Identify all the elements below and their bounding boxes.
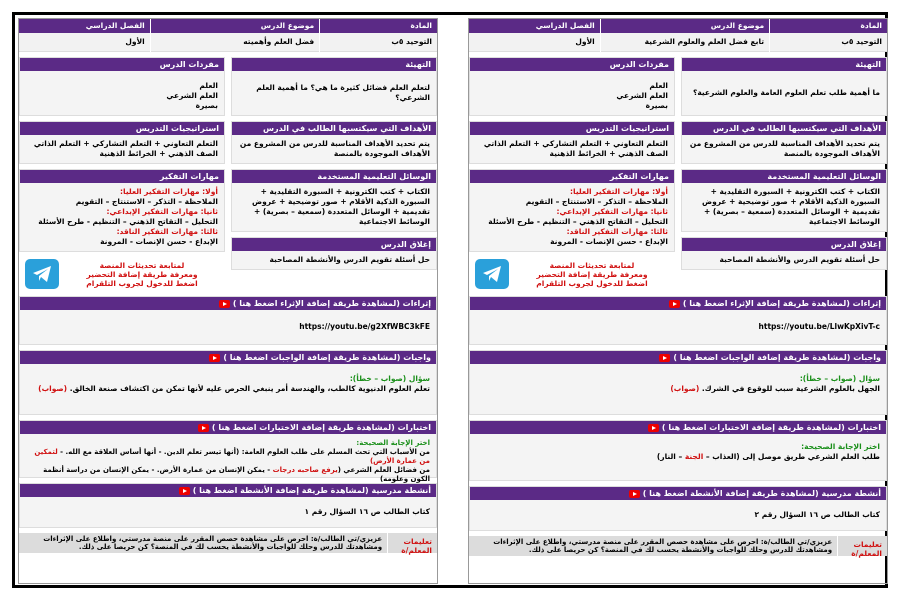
skills-line: التحليل – التقاتح الذهني – التنظيم - طرح الأسئلة [488,217,668,226]
topic-value: تابع فضل العلم والعلوم الشرعية [601,33,769,52]
activities-title: أنشطة مدرسية [371,486,431,495]
enrich-hint-link[interactable]: (لمشاهدة طريقة إضافة الإثراء اضغط هنا ) [232,299,400,308]
telegram-text: ومعرفة طريقة إضافة التحضير [86,269,198,279]
topic-col [150,19,319,52]
subject-value: التوحيد ٥ب [320,33,437,52]
objectives-title: الأهداف التي سيكتسبها الطالب في الدرس [682,122,886,135]
skills-line: الملاحظة – التذكر – الاستنتاج – التقويم [525,197,668,206]
telegram-icon[interactable] [25,259,59,289]
youtube-icon[interactable] [219,300,230,308]
warmup-box [231,57,437,116]
activities-section [469,486,887,531]
teacher-instructions-text: عزيزي/تي الطالب/ة: احرص على مشاهدة حصص المقرر على منصة مدرستي، واطلاع على الإثراءات ومشاهدتك للدرس وحلك للواجبات والأنشطة يحسب لك في المنصة؟ كن حريصا على ذلك. [43,535,383,551]
tests-answer: الجنة [684,452,704,461]
skills-title: مهارات التفكير [470,170,674,183]
telegram-text: ومعرفة طريقة إضافة التحضير [536,269,648,279]
telegram-icon[interactable] [475,259,509,289]
skills-line: التحليل – التقاتح الذهني – التنظيم - طرح الأسئلة [38,217,218,226]
youtube-icon[interactable] [198,424,209,432]
tests-question-type: اختر الإجابة الصحيحة: [356,439,430,447]
lesson-plan-page-left [18,18,438,584]
vocab-item: العلم [199,81,218,90]
vocab-box [19,57,225,116]
homework-section [469,350,887,415]
tests-section [19,420,437,483]
subject-col [769,19,887,52]
strategies-box [19,121,225,164]
tests-section [469,420,887,481]
aids-text: الكتاب + كتب الكترونية + السبورة التقليدية + السبورة الذكية الأقلام + صور توضيحية + عروض تقديمية + الوسائل المتعددة (سمعية – بصرية) + الوسائط الاجتماعية [702,187,880,226]
youtube-icon[interactable] [648,424,659,432]
enrich-section [19,296,437,345]
homework-title: واجبات [403,353,431,362]
vocab-item: بصيرة [195,101,218,110]
homework-question: الجهل بالعلوم الشرعية سبب للوقوع في الشرك. [701,384,880,393]
closure-title: إغلاق الدرس [682,238,886,251]
skills-line: الملاحظة – التذكر – الاستنتاج – التقويم [75,197,218,206]
skills-heading: أولا: مهارات التفكير العليا: [570,187,668,196]
strategies-box [469,121,675,164]
meta-row [19,19,437,52]
activities-title: أنشطة مدرسية [821,489,881,498]
subject-label: المادة [770,19,887,33]
skills-line: الإبداع - حسن الإنصات - المرونة [550,237,668,246]
closure-text: حل أسئلة تقويم الدرس والأنشطة المصاحبة [269,255,430,264]
teacher-instructions-label: تعليمات المعلم/ة [387,533,437,553]
homework-hint-link[interactable]: (لمشاهدة طريقة إضافة الواجبات اضغط هنا ) [223,353,401,362]
homework-hint-link[interactable]: (لمشاهدة طريقة إضافة الواجبات اضغط هنا ) [673,353,851,362]
vocab-title: مفردات الدرس [20,58,224,71]
skills-heading: أولا: مهارات التفكير العليا: [120,187,218,196]
youtube-icon[interactable] [659,354,670,362]
objectives-text: يتم تحديد الأهداف المناسبة للدرس من المشروع من الأهداف الموجودة بالمنصة [239,139,430,158]
skills-heading: ثالثا: مهارات التفكير الناقد: [116,227,218,236]
meta-row [469,19,887,52]
tests-question-type: اختر الإجابة الصحيحة: [801,442,880,451]
vocab-item: بصيرة [645,101,668,110]
topic-value: فضل العلم وأهميته [151,33,319,52]
activities-hint-link[interactable]: (لمشاهدة طريقة إضافة الأنشطة اضغط هنا ) [192,486,369,495]
warmup-title: التهيئة [682,58,886,71]
homework-answer: (صواب) [38,384,68,393]
subject-value: التوحيد ٥ب [770,33,887,52]
tests-question: - يمكن الإنسان من عمارة الأرض. - يمكن الإنسان من دراسة أنظمة الكون وعلومه) [43,466,430,483]
teacher-instructions-text: عزيزي/تي الطالب/ة: احرص على مشاهدة حصص المقرر على منصة مدرستي، واطلاع على الإثراءات ومشاهدتك للدرس وحلك للواجبات والأنشطة يحسب لك في المنصة؟ كن حريصا على ذلك. [493,538,833,554]
warmup-box [681,57,887,116]
lesson-plan-page-right [468,18,888,584]
homework-answer: (صواب) [670,384,700,393]
topic-label: موضوع الدرس [601,19,769,33]
tests-answer: لتمكين من عمارة الأرض) [34,448,430,465]
aids-title: الوسائل التعليمية المستخدمة [682,170,886,183]
strategies-title: استراتيجيات التدريس [20,122,224,135]
closure-box [231,237,437,270]
enrich-hint-link[interactable]: (لمشاهدة طريقة إضافة الإثراء اضغط هنا ) [682,299,850,308]
telegram-text: اضغط للدخول لجروب التلقرام [536,278,648,288]
youtube-icon[interactable] [629,490,640,498]
activities-section [19,483,437,528]
youtube-icon[interactable] [209,354,220,362]
skills-box [469,169,675,252]
tests-question: من الأسباب التي تحث المسلم على طلب العلوم العامة: (أنها تيسر تعلم الدين. - أنها أساس العلاقة مع الله. - [60,448,430,456]
aids-text: الكتاب + كتب الكترونية + السبورة التقليدية + السبورة الذكية الأقلام + صور توضيحية + عروض تقديمية + الوسائل المتعددة (سمعية – بصرية) + الوسائط الاجتماعية [252,187,430,226]
objectives-text: يتم تحديد الأهداف المناسبة للدرس من المشروع من الأهداف الموجودة بالمنصة [689,139,880,158]
tests-hint-link[interactable]: (لمشاهدة طريقة إضافة الاختبارات اضغط هنا ) [661,423,845,432]
teacher-instructions [19,533,437,553]
vocab-item: العلم الشرعي [616,91,668,100]
warmup-title: التهيئة [232,58,436,71]
tests-title: اختبارات [847,423,881,432]
teacher-instructions [469,536,887,556]
semester-col [19,19,150,52]
homework-question: تعلم العلوم الدنيوية كالطب، والهندسة أمر ينبغي الحرص عليه لأنها تمكن من اكتشاف صنعة الخالق. [69,384,430,393]
objectives-box [231,121,437,164]
tests-question: – النار) [656,452,683,461]
skills-heading: ثانيا: مهارات التفكير الإبداعي: [106,207,218,216]
topic-label: موضوع الدرس [151,19,319,33]
closure-text: حل أسئلة تقويم الدرس والأنشطة المصاحبة [719,255,880,264]
strategies-text: التعلم التعاوني + التعلم التشاركي + التعلم الذاتي الصف الذهني + الخرائط الذهنية [483,139,668,158]
telegram-promo[interactable] [469,257,675,291]
homework-section [19,350,437,415]
homework-question-type: سؤال (صواب – خطأ): [799,374,880,383]
closure-title: إغلاق الدرس [232,238,436,251]
aids-box [681,169,887,232]
tests-answer: يرفع صاحبه درجات [272,466,338,474]
tests-title: اختبارات [397,423,431,432]
warmup-text: لتعلم العلم فضائل كثيرة ما هي؟ ما أهمية العلم الشرعي؟ [256,83,430,102]
skills-heading: ثالثا: مهارات التفكير الناقد: [566,227,668,236]
telegram-text: لمتابعة تحديثات المنصة [99,260,185,270]
teacher-instructions-label: تعليمات المعلم/ة [837,536,887,556]
tests-question: من فضائل العلم الشرعي ( [337,466,430,474]
telegram-text: لمتابعة تحديثات المنصة [549,260,635,270]
aids-box [231,169,437,232]
objectives-title: الأهداف التي سيكتسبها الطالب في الدرس [232,122,436,135]
warmup-text: ما أهمية طلب تعلم العلوم العامة والعلوم الشرعية؟ [692,88,880,97]
activity-text: كتاب الطالب ص ١٦ السؤال رقم ٢ [754,510,880,519]
homework-question-type: سؤال (صواب – خطأ): [349,374,430,383]
activity-text: كتاب الطالب ص ١٦ السؤال رقم ١ [304,507,430,516]
semester-label: الفصل الدراسي [19,19,150,33]
enrich-section [469,296,887,345]
semester-value: الأول [19,33,150,52]
activities-hint-link[interactable]: (لمشاهدة طريقة إضافة الأنشطة اضغط هنا ) [642,489,819,498]
enrich-title: إثراءات [852,299,881,308]
vocab-item: العلم [649,81,668,90]
telegram-promo[interactable] [19,257,225,291]
strategies-title: استراتيجيات التدريس [470,122,674,135]
closure-box [681,237,887,270]
skills-line: الإبداع - حسن الإنصات - المرونة [100,237,218,246]
skills-box [19,169,225,252]
tests-question: طلب العلم الشرعي طريق موصل إلى (العذاب – [705,452,880,461]
semester-label: الفصل الدراسي [469,19,600,33]
vocab-title: مفردات الدرس [470,58,674,71]
semester-value: الأول [469,33,600,52]
skills-title: مهارات التفكير [20,170,224,183]
tests-hint-link[interactable]: (لمشاهدة طريقة إضافة الاختبارات اضغط هنا ) [211,423,395,432]
enrich-url-link[interactable]: https://youtu.be/LlwKpXivT-c [758,322,880,331]
subject-label: المادة [320,19,437,33]
enrich-url-link[interactable]: https://youtu.be/g2XfWBC3kFE [299,322,430,331]
youtube-icon[interactable] [179,487,190,495]
homework-title: واجبات [853,353,881,362]
youtube-icon[interactable] [669,300,680,308]
aids-title: الوسائل التعليمية المستخدمة [232,170,436,183]
strategies-text: التعلم التعاوني + التعلم التشاركي + التعلم الذاتي الصف الذهني + الخرائط الذهنية [33,139,218,158]
subject-col [319,19,437,52]
enrich-title: إثراءات [402,299,431,308]
topic-col [600,19,769,52]
vocab-box [469,57,675,116]
telegram-text: اضغط للدخول لجروب التلقرام [86,278,198,288]
vocab-item: العلم الشرعي [166,91,218,100]
skills-heading: ثانيا: مهارات التفكير الإبداعي: [556,207,668,216]
semester-col [469,19,600,52]
objectives-box [681,121,887,164]
